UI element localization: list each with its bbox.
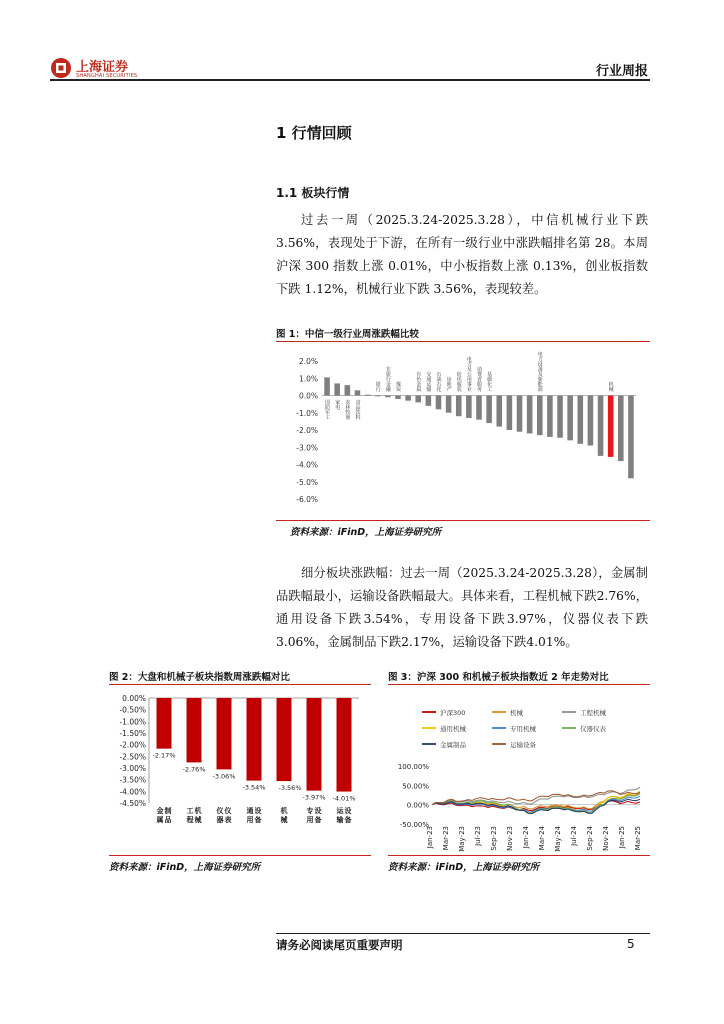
legend-label: 工程机械 <box>580 709 606 717</box>
bar-轻工制造 <box>496 396 502 427</box>
x-tick-label: Jan-24 <box>522 826 530 849</box>
paragraph-2-text: 细分板块涨跌幅：过去一周（2025.3.24-2025.3.28），金属制品跌幅最小，运输设备跌幅最大。具体来看，工程机械下跌2.76%，通用设备下跌3.54%，专用设备下跌3.97%，仪器仪表下跌3.06%，金属制品下跌2.17%，运输设备下跌4.01%。 <box>276 566 648 649</box>
y-tick-label: 1.0% <box>298 374 318 384</box>
bar-非银行金融 <box>385 396 391 398</box>
x-tick-label-char: 械 <box>280 816 288 824</box>
x-tick-label: Jul-23 <box>474 826 482 846</box>
x-tick-label: May-24 <box>554 826 562 852</box>
x-tick-label-char: 通 <box>246 807 254 815</box>
bar-消费者服务 <box>476 396 482 420</box>
x-tick-label: Mar-23 <box>442 826 450 851</box>
figure1-title: 图 1：中信一级行业周涨跌幅比较 <box>276 329 419 340</box>
bar-房地产 <box>446 396 452 413</box>
bar-机械 <box>608 396 614 457</box>
figure3-title: 图 3：沪深 300 和机械子板块指数近 2 年走势对比 <box>388 672 609 683</box>
x-tick-label: Jul-24 <box>570 826 578 846</box>
x-tick-label: 煤炭 <box>394 381 401 392</box>
bar-其他 <box>628 396 634 479</box>
x-tick-label: 银行 <box>374 381 381 392</box>
figure2-source: 资料来源：iFinD，上海证券研究所 <box>109 862 261 873</box>
bar-石油石化 <box>436 396 442 410</box>
x-tick-label-char: 金 <box>156 807 164 815</box>
section-heading: 1 行情回顾 <box>276 124 352 142</box>
legend-label: 通用机械 <box>440 725 466 733</box>
bar-农林牧渔 <box>345 385 351 395</box>
legend-label: 机械 <box>510 709 523 717</box>
x-tick-label: 非银行金融 <box>384 366 391 392</box>
paragraph-2 <box>276 562 648 654</box>
x-tick-label-char: 机 <box>280 807 288 815</box>
x-tick-label-char: 设 <box>254 807 262 815</box>
data-label: -2.17% <box>152 751 176 760</box>
x-tick-label-char: 机 <box>194 807 202 815</box>
bar-工程机械 <box>187 698 202 762</box>
figure3-source: 资料来源：iFinD，上海证券研究所 <box>388 862 540 873</box>
data-label: -2.76% <box>182 765 206 774</box>
bar-电子 <box>578 396 584 444</box>
y-tick-label: -4.50% <box>119 799 146 808</box>
figure2-top-rule <box>109 684 371 685</box>
x-tick-label-char: 仪 <box>224 807 232 815</box>
logo-text: 上海证券 <box>76 60 129 75</box>
y-tick-label: 100.00% <box>397 763 429 771</box>
y-tick-label: -1.50% <box>119 729 146 738</box>
bar-医药 <box>547 396 553 437</box>
x-tick-label-char: 用 <box>306 816 314 824</box>
data-label: -4.01% <box>332 794 356 803</box>
y-tick-label: -0.50% <box>119 705 146 715</box>
x-tick-label: 国防军工 <box>324 399 331 420</box>
x-tick-label: Mar-25 <box>634 826 642 851</box>
x-tick-label: Sep-24 <box>586 826 594 851</box>
x-tick-label: Nov-24 <box>602 826 610 851</box>
x-tick-label: Jan-25 <box>618 826 626 849</box>
x-tick-label: 机械 <box>607 381 614 392</box>
y-tick-label: -5.0% <box>296 477 318 487</box>
legend-label: 金属制品 <box>440 741 466 749</box>
y-tick-label: 0.00% <box>406 801 429 810</box>
x-tick-label-char: 设 <box>344 807 352 815</box>
bar-专用设备 <box>307 698 322 791</box>
bar-国防军工 <box>324 377 330 395</box>
figure1-chart <box>276 349 650 519</box>
y-tick-label: -4.00% <box>119 787 146 797</box>
x-tick-label-char: 运 <box>336 807 344 815</box>
logo-subtext: SHANGHAI SECURITIES <box>76 73 138 79</box>
x-tick-label: 家电 <box>334 399 341 410</box>
y-tick-label: -6.0% <box>296 495 318 504</box>
series-line-沪深300 <box>432 801 640 811</box>
x-tick-label-char: 备 <box>314 816 322 824</box>
paragraph-1-text: 过去一周（2025.3.24-2025.3.28），中信机械行业下跌3.56%，表现处于下游，在所有一级行业中涨跌幅排名第 28。本周沪深 300 指数上涨 0.01%，中小板指数上涨 0.13%，创业板指数下跌 1.12%，机械行业下跌 3.56%，表现较差。 <box>276 213 648 296</box>
legend-label: 仪器仪表 <box>580 725 606 733</box>
figure3-bottom-rule <box>388 855 650 856</box>
figure2-chart <box>109 690 371 852</box>
bar-有色金属 <box>415 396 421 403</box>
figure1-top-rule <box>276 341 650 342</box>
y-tick-label: -1.00% <box>119 717 146 727</box>
bar-金属制品 <box>157 698 172 749</box>
y-tick-label: 50.00% <box>402 782 429 791</box>
x-tick-label-char: 备 <box>254 816 262 824</box>
series-line-工程机械 <box>432 787 640 804</box>
y-tick-label: -50.00% <box>399 821 429 829</box>
subsection-heading: 1.1 板块行情 <box>276 186 350 200</box>
footer-rule <box>276 933 650 934</box>
page-number: 5 <box>627 937 635 951</box>
y-tick-label: -2.00% <box>119 740 146 750</box>
x-tick-label-char: 设 <box>314 807 322 815</box>
x-tick-label: 有色金属 <box>415 371 422 392</box>
data-label: -3.97% <box>302 793 326 802</box>
x-tick-label: Sep-23 <box>490 826 498 851</box>
bar-纺织服装 <box>456 396 462 417</box>
report-type: 行业周报 <box>595 64 648 79</box>
figure3-chart <box>388 690 650 852</box>
x-tick-label-char: 程 <box>186 816 194 824</box>
x-tick-label: 食品饮料 <box>354 399 361 420</box>
data-label: -3.56% <box>278 784 302 793</box>
y-tick-label: 0.0% <box>298 391 318 401</box>
bar-电力设备及新能源 <box>537 396 543 436</box>
x-tick-label: 农林牧渔 <box>344 399 351 420</box>
bar-机械 <box>277 698 292 781</box>
x-tick-label: Mar-24 <box>538 826 546 851</box>
figure3-top-rule <box>388 684 650 685</box>
logo-mark-icon <box>50 57 72 79</box>
bar-运输设备 <box>337 698 352 792</box>
y-tick-label: 0.00% <box>122 694 146 703</box>
bar-电力及公用事业 <box>466 396 472 418</box>
x-tick-label-char: 品 <box>164 816 172 824</box>
x-tick-label-char: 输 <box>336 816 344 824</box>
x-tick-label-char: 械 <box>194 816 202 824</box>
footer-disclaimer: 请务必阅读尾页重要声明 <box>276 938 403 952</box>
bar-交通运输 <box>426 396 432 406</box>
y-tick-label: 2.0% <box>298 357 318 366</box>
legend-label: 运输设备 <box>510 741 536 749</box>
bar-钢铁 <box>527 396 533 434</box>
x-tick-label: 电力设备及新能源 <box>536 351 543 392</box>
x-tick-label-char: 器 <box>216 816 224 824</box>
y-tick-label: -4.0% <box>296 460 318 470</box>
x-tick-label-char: 用 <box>246 816 254 824</box>
bar-通用设备 <box>247 698 262 781</box>
bar-汽车 <box>567 396 573 441</box>
bar-建筑 <box>405 396 411 401</box>
x-tick-label-char: 制 <box>164 807 172 815</box>
x-tick-label: 房地产 <box>445 376 452 392</box>
y-tick-label: -3.0% <box>296 443 318 453</box>
header-rule <box>50 79 650 81</box>
x-tick-label: 石油石化 <box>435 371 442 392</box>
x-tick-label-char: 仪 <box>216 807 224 815</box>
legend-label: 专用机械 <box>510 725 536 733</box>
x-tick-label-char: 工 <box>186 807 194 815</box>
bar-通信 <box>557 396 563 438</box>
x-tick-label: 消费者服务 <box>476 366 482 392</box>
figure2-title: 图 2：大盘和机械子板块指数周涨跌幅对比 <box>109 672 290 683</box>
x-tick-label: 基础化工 <box>486 371 493 392</box>
figure1-bottom-rule <box>276 520 650 521</box>
bar-计算机 <box>588 396 594 446</box>
paragraph-1 <box>276 209 648 301</box>
bar-传媒 <box>598 396 604 456</box>
x-tick-label: 纺织服装 <box>455 371 462 392</box>
data-label: -3.06% <box>212 772 236 781</box>
bar-综合金融 <box>618 396 624 462</box>
x-tick-label: Jan-23 <box>426 826 434 849</box>
bar-食品饮料 <box>355 390 361 395</box>
figure1-source: 资料来源：iFinD，上海证券研究所 <box>290 527 442 538</box>
bar-商贸零售 <box>517 396 523 432</box>
x-tick-label: May-23 <box>458 826 466 852</box>
x-tick-label: 电力及公用事业 <box>465 356 472 392</box>
y-tick-label: -2.50% <box>119 752 146 762</box>
bar-建材 <box>507 396 513 431</box>
y-tick-label: -2.0% <box>296 426 318 435</box>
bar-仪器仪表 <box>217 698 232 769</box>
bar-家电 <box>334 383 340 395</box>
legend-label: 沪深300 <box>440 709 466 717</box>
bar-银行 <box>375 396 381 397</box>
y-tick-label: -3.00% <box>119 764 146 773</box>
x-tick-label-char: 专 <box>306 807 314 815</box>
bar-煤炭 <box>395 396 401 399</box>
y-tick-label: -1.0% <box>296 408 318 418</box>
figure2-bottom-rule <box>109 855 371 856</box>
x-tick-label: Nov-23 <box>506 826 514 851</box>
x-tick-label-char: 表 <box>224 816 232 824</box>
bar-基础化工 <box>486 396 492 424</box>
x-tick-label-char: 属 <box>156 816 164 824</box>
data-label: -3.54% <box>242 783 266 792</box>
bar-综合 <box>365 395 371 396</box>
x-tick-label: 交通运输 <box>425 371 432 392</box>
y-tick-label: -3.50% <box>119 775 146 785</box>
x-tick-label-char: 备 <box>344 816 352 824</box>
